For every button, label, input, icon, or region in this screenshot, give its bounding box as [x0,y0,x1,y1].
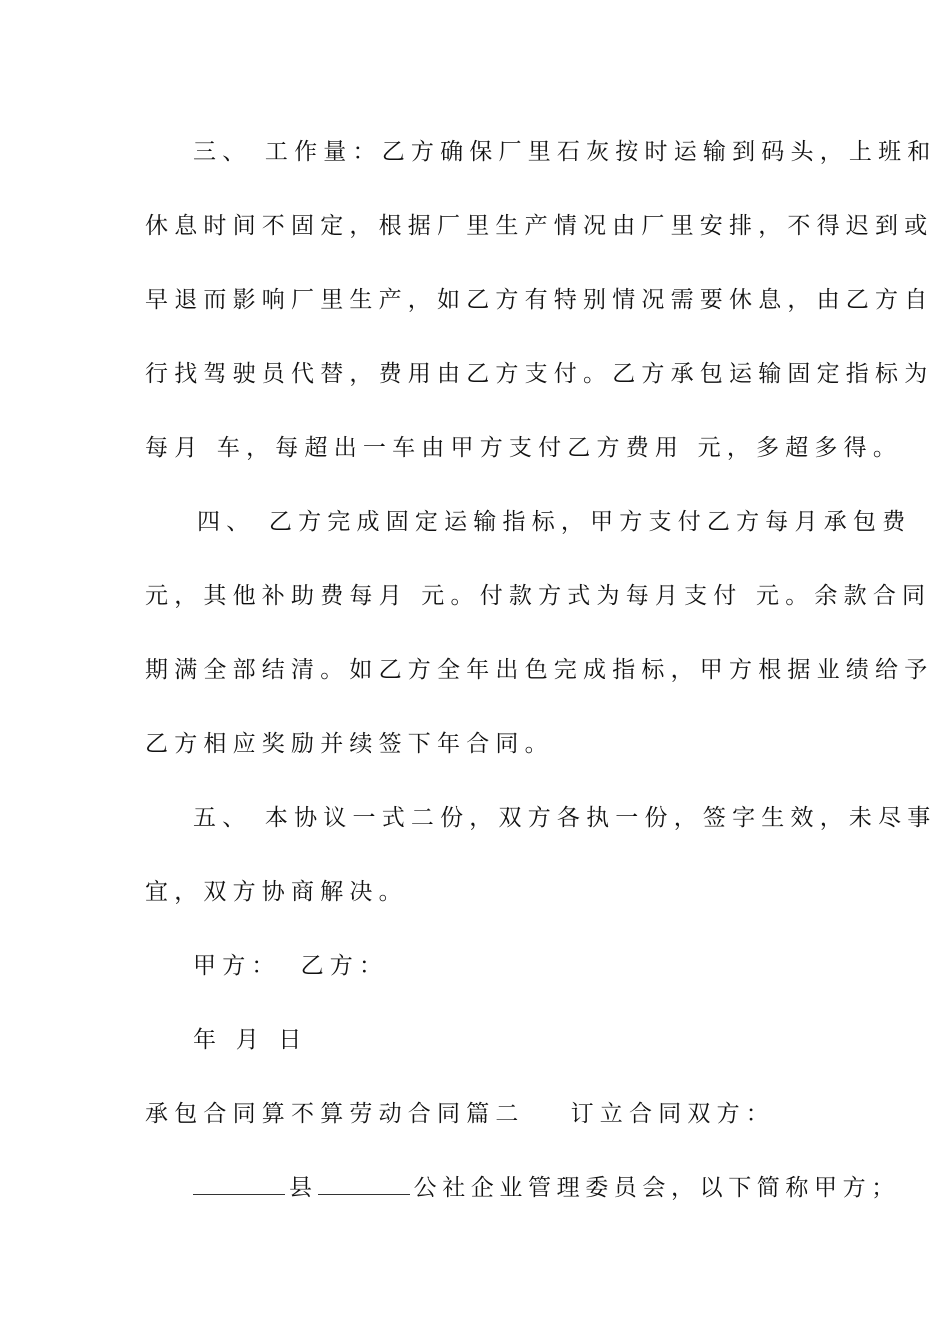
party-a-label: 甲方： [193,953,281,979]
party-b-label: 乙方： [300,953,389,979]
section-2-heading-line [145,1098,810,1130]
party-a-definition-line [193,1172,900,1204]
paragraph-4-line-1: 四、 乙方完成固定运输指标，甲方支付乙方每月承包费 [197,509,912,535]
paragraph-3-line-4: 行找驾驶员代替，费用由乙方支付。乙方承包运输固定指标为 [145,361,934,387]
paragraph-3-line-1: 三、 工作量：乙方确保厂里石灰按时运输到码头，上班和 [193,139,937,165]
signature-line [193,950,810,982]
commune-blank [318,1174,410,1195]
paragraph-3-line-3: 早退而影响厂里生产，如乙方有特别情况需要休息，由乙方自 [145,287,934,313]
paragraph-4-line-2: 元，其他补助费每月 元。付款方式为每月支付 元。余款合同 [145,583,932,609]
paragraph-5-line-2: 宜，双方协商解决。 [145,879,408,905]
section-2-intro: 订立合同双方： [570,1101,776,1127]
date-line: 年 月 日 [193,1027,308,1053]
paragraph-3-line-5: 每月 车，每超出一车由甲方支付乙方费用 元，多超多得。 [145,435,903,461]
county-suffix: 县 [289,1175,318,1201]
paragraph-4-line-4: 乙方相应奖励并续签下年合同。 [145,731,554,757]
committee-text: 公社企业管理委员会，以下简称甲方； [413,1175,900,1201]
paragraph-3-line-2: 休息时间不固定，根据厂里生产情况由厂里安排，不得迟到或 [145,213,934,239]
county-blank [193,1174,285,1195]
paragraph-5-line-1: 五、 本协议一式二份，双方各执一份，签字生效，未尽事 [193,805,937,831]
paragraph-4-line-3: 期满全部结清。如乙方全年出色完成指标，甲方根据业绩给予 [145,657,934,683]
section-2-heading: 承包合同算不算劳动合同篇二 [145,1101,525,1127]
